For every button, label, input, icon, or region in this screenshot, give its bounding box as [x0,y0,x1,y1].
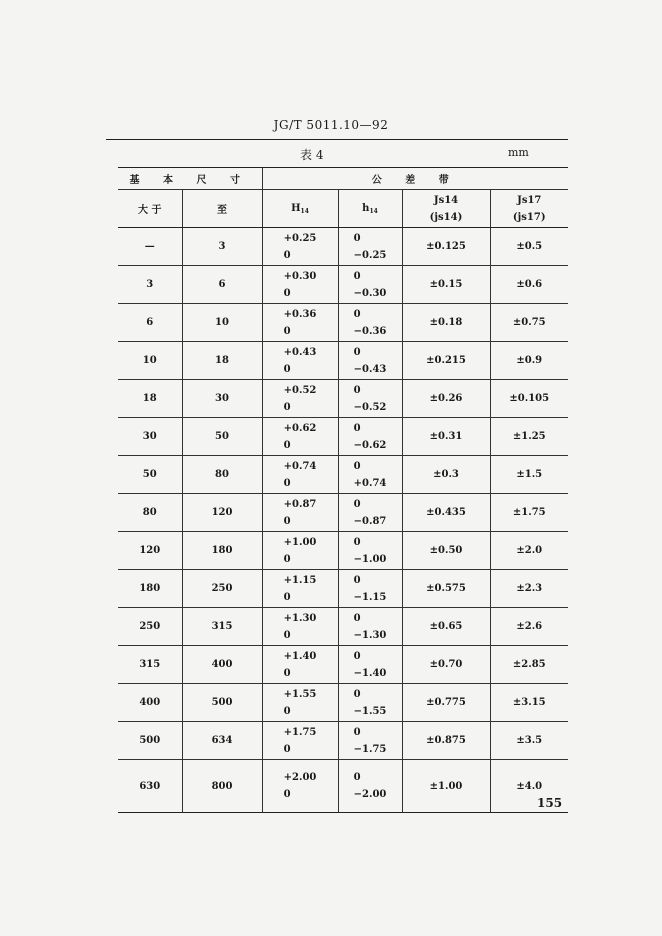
cell-H14-stack [284,344,317,378]
cell-to: 180 [182,532,262,570]
cell-js17: ±0.5 [490,228,568,266]
cell-H14-lower: 0 [283,439,291,451]
cell-H14 [262,228,338,266]
cell-H14-upper: +0.74 [283,460,317,472]
cell-H14-stack [284,306,317,340]
cell-h14-lower: +0.74 [353,477,387,489]
cell-js17: ±2.6 [490,608,568,646]
cell-js14: ±1.00 [402,760,490,813]
cell-h14-upper: 0 [353,308,361,320]
cell-js14: ±0.15 [402,266,490,304]
cell-to: 18 [182,342,262,380]
cell-H14 [262,342,338,380]
cell-H14-lower: 0 [283,363,291,375]
cell-h14 [338,228,402,266]
h14-symbol: h [362,202,370,214]
cell-js17: ±1.5 [490,456,568,494]
cell-js14: ±0.65 [402,608,490,646]
page-number: 155 [537,796,563,810]
cell-H14-stack [284,230,317,264]
cell-js17: ±2.0 [490,532,568,570]
cell-H14-upper: +0.52 [283,384,317,396]
cell-h14-upper: 0 [353,422,361,434]
cell-h14 [338,304,402,342]
unit-label: mm [508,146,529,159]
cell-to: 50 [182,418,262,456]
cell-h14-stack [354,572,387,606]
cell-H14-upper: +2.00 [283,772,317,783]
cell-over: 315 [118,646,182,684]
js14-alt-label: (js14) [429,211,463,223]
cell-js17: ±0.9 [490,342,568,380]
cell-H14-stack [284,686,317,720]
table-row [118,266,568,304]
cell-over: 120 [118,532,182,570]
cell-h14-upper: 0 [353,726,361,738]
cell-H14-upper: +0.62 [283,422,317,434]
table-row [118,380,568,418]
cell-to: 250 [182,570,262,608]
cell-h14-upper: 0 [353,498,361,510]
col-over-header: 大 于 [118,190,182,228]
cell-H14-lower: 0 [283,743,291,755]
cell-h14 [338,646,402,684]
cell-H14-lower: 0 [283,789,291,800]
cell-H14 [262,760,338,813]
cell-js14: ±0.215 [402,342,490,380]
cell-js17: ±3.5 [490,722,568,760]
cell-js14: ±0.125 [402,228,490,266]
cell-h14 [338,608,402,646]
table-row [118,304,568,342]
cell-h14-lower: −1.75 [353,743,387,755]
cell-js17: ±0.105 [490,380,568,418]
cell-to: 400 [182,646,262,684]
cell-H14-lower: 0 [283,667,291,679]
cell-H14-upper: +0.25 [283,232,317,244]
cell-H14 [262,570,338,608]
cell-H14-lower: 0 [283,591,291,603]
table-row [118,456,568,494]
cell-to: 80 [182,456,262,494]
cell-js14: ±0.70 [402,646,490,684]
cell-h14-stack [354,420,387,454]
cell-h14-lower: −0.36 [353,325,387,337]
cell-js14: ±0.575 [402,570,490,608]
cell-to: 30 [182,380,262,418]
cell-over: 30 [118,418,182,456]
table-caption: 表 4 [300,148,324,162]
cell-js17: ±1.25 [490,418,568,456]
cell-h14 [338,570,402,608]
col-js17-header [490,190,568,228]
cell-h14-lower: −1.15 [353,591,387,603]
cell-h14 [338,494,402,532]
cell-H14-upper: +0.30 [283,270,317,282]
cell-H14 [262,646,338,684]
cell-H14-stack [284,572,317,606]
cell-h14-stack [354,648,387,682]
js17-label: Js17 [517,194,542,206]
cell-H14 [262,304,338,342]
cell-to: 315 [182,608,262,646]
table-row [118,684,568,722]
cell-js14: ±0.435 [402,494,490,532]
cell-H14 [262,532,338,570]
cell-H14-lower: 0 [283,477,291,489]
cell-js17: ±4.0 [490,760,568,813]
cell-over: 10 [118,342,182,380]
cell-h14-lower: −0.62 [353,439,387,451]
cell-h14-upper: 0 [353,612,361,624]
cell-H14 [262,418,338,456]
cell-js14: ±0.31 [402,418,490,456]
cell-over: 180 [118,570,182,608]
cell-H14-lower: 0 [283,401,291,413]
table-row [118,342,568,380]
cell-h14-upper: 0 [353,688,361,700]
cell-h14-lower: −0.87 [353,515,387,527]
table-row [118,418,568,456]
cell-H14-lower: 0 [283,249,291,261]
cell-H14-stack [284,534,317,568]
cell-h14-stack [354,268,387,302]
cell-js17: ±3.15 [490,684,568,722]
cell-js14: ±0.18 [402,304,490,342]
cell-H14-upper: +1.30 [283,612,317,624]
cell-H14 [262,684,338,722]
cell-H14-stack [284,268,317,302]
cell-H14 [262,494,338,532]
cell-js17: ±0.6 [490,266,568,304]
cell-over: 3 [118,266,182,304]
cell-h14-stack [354,496,387,530]
cell-H14-stack [284,458,317,492]
cell-h14-stack [354,344,387,378]
js14-label: Js14 [433,194,459,206]
cell-H14-upper: +1.40 [283,650,317,662]
cell-h14-upper: 0 [353,650,361,662]
table-row [118,494,568,532]
cell-H14-lower: 0 [283,553,291,565]
cell-H14 [262,266,338,304]
js17-alt-label: (js17) [512,211,546,223]
cell-H14-lower: 0 [283,325,291,337]
cell-h14-upper: 0 [353,772,361,783]
table-row [118,228,568,266]
cell-to: 10 [182,304,262,342]
table-row [118,532,568,570]
cell-h14-lower: −1.40 [353,667,387,679]
cell-h14 [338,760,402,813]
cell-h14-upper: 0 [353,536,361,548]
cell-h14-stack [354,610,387,644]
cell-js14: ±0.26 [402,380,490,418]
cell-js14: ±0.875 [402,722,490,760]
cell-h14 [338,266,402,304]
cell-H14-stack [284,724,317,758]
cell-to: 120 [182,494,262,532]
table-row [118,646,568,684]
col-H14-header [262,190,338,228]
cell-H14 [262,722,338,760]
cell-H14-stack [284,610,317,644]
cell-H14 [262,608,338,646]
table-row [118,722,568,760]
cell-over: 6 [118,304,182,342]
cell-h14-lower: −0.25 [353,249,387,261]
header-rule [106,139,568,140]
cell-h14-stack [354,382,387,416]
cell-over: 18 [118,380,182,418]
cell-h14-stack [354,230,387,264]
cell-h14-lower: −1.00 [353,553,387,565]
cell-h14-stack [354,534,387,568]
cell-h14-lower: −0.43 [353,363,387,375]
cell-h14 [338,532,402,570]
col-to-header: 至 [182,190,262,228]
cell-h14-stack [354,769,387,803]
cell-H14-stack [284,496,317,530]
cell-h14 [338,418,402,456]
cell-h14-stack [354,306,387,340]
cell-H14-upper: +0.87 [283,498,317,510]
cell-h14-upper: 0 [353,460,361,472]
table-row [118,760,568,813]
cell-js17: ±2.85 [490,646,568,684]
cell-H14-lower: 0 [283,287,291,299]
col-js14-header [402,190,490,228]
cell-over: 50 [118,456,182,494]
cell-H14-stack [284,420,317,454]
cell-h14-upper: 0 [353,346,361,358]
cell-h14 [338,380,402,418]
cell-H14-lower: 0 [283,705,291,717]
cell-h14-stack [354,458,387,492]
H14-subscript: 14 [300,207,309,215]
cell-H14-stack [284,382,317,416]
cell-js14: ±0.50 [402,532,490,570]
cell-H14-upper: +1.55 [283,688,317,700]
col-h14-header [338,190,402,228]
cell-over: 630 [118,760,182,813]
cell-H14-upper: +1.75 [283,726,317,738]
cell-js14: ±0.775 [402,684,490,722]
standard-code: JG/T 5011.10—92 [273,118,389,132]
cell-js14: ±0.3 [402,456,490,494]
cell-H14-upper: +0.43 [283,346,317,358]
cell-to: 800 [182,760,262,813]
cell-h14 [338,456,402,494]
cell-H14-upper: +0.36 [283,308,317,320]
basic-size-group-header: 基 本 尺 寸 [118,168,262,190]
cell-H14-stack [284,648,317,682]
cell-h14 [338,342,402,380]
table-body [118,228,568,813]
cell-h14-lower: −1.30 [353,629,387,641]
cell-H14-upper: +1.15 [283,574,317,586]
cell-H14-upper: +1.00 [283,536,317,548]
cell-to: 6 [182,266,262,304]
cell-h14-stack [354,724,387,758]
cell-H14-stack [284,769,317,803]
cell-h14-lower: −0.30 [353,287,387,299]
cell-over: 80 [118,494,182,532]
cell-over: — [118,228,182,266]
tolerance-table [118,167,568,813]
cell-h14-upper: 0 [353,384,361,396]
cell-H14-lower: 0 [283,629,291,641]
cell-over: 500 [118,722,182,760]
table-row [118,570,568,608]
cell-js17: ±0.75 [490,304,568,342]
cell-to: 634 [182,722,262,760]
cell-H14 [262,380,338,418]
cell-to: 500 [182,684,262,722]
h14-subscript: 14 [369,207,378,215]
table-row [118,608,568,646]
cell-h14-lower: −1.55 [353,705,387,717]
cell-h14-stack [354,686,387,720]
cell-over: 400 [118,684,182,722]
cell-h14 [338,722,402,760]
cell-to: 3 [182,228,262,266]
cell-h14-lower: −2.00 [353,789,387,800]
cell-H14 [262,456,338,494]
cell-h14-upper: 0 [353,574,361,586]
cell-h14-upper: 0 [353,232,361,244]
cell-over: 250 [118,608,182,646]
cell-h14-upper: 0 [353,270,361,282]
cell-h14-lower: −0.52 [353,401,387,413]
H14-symbol: H [291,202,301,214]
tolerance-zone-group-header: 公 差 带 [262,168,568,190]
cell-h14 [338,684,402,722]
cell-H14-lower: 0 [283,515,291,527]
cell-js17: ±2.3 [490,570,568,608]
cell-js17: ±1.75 [490,494,568,532]
